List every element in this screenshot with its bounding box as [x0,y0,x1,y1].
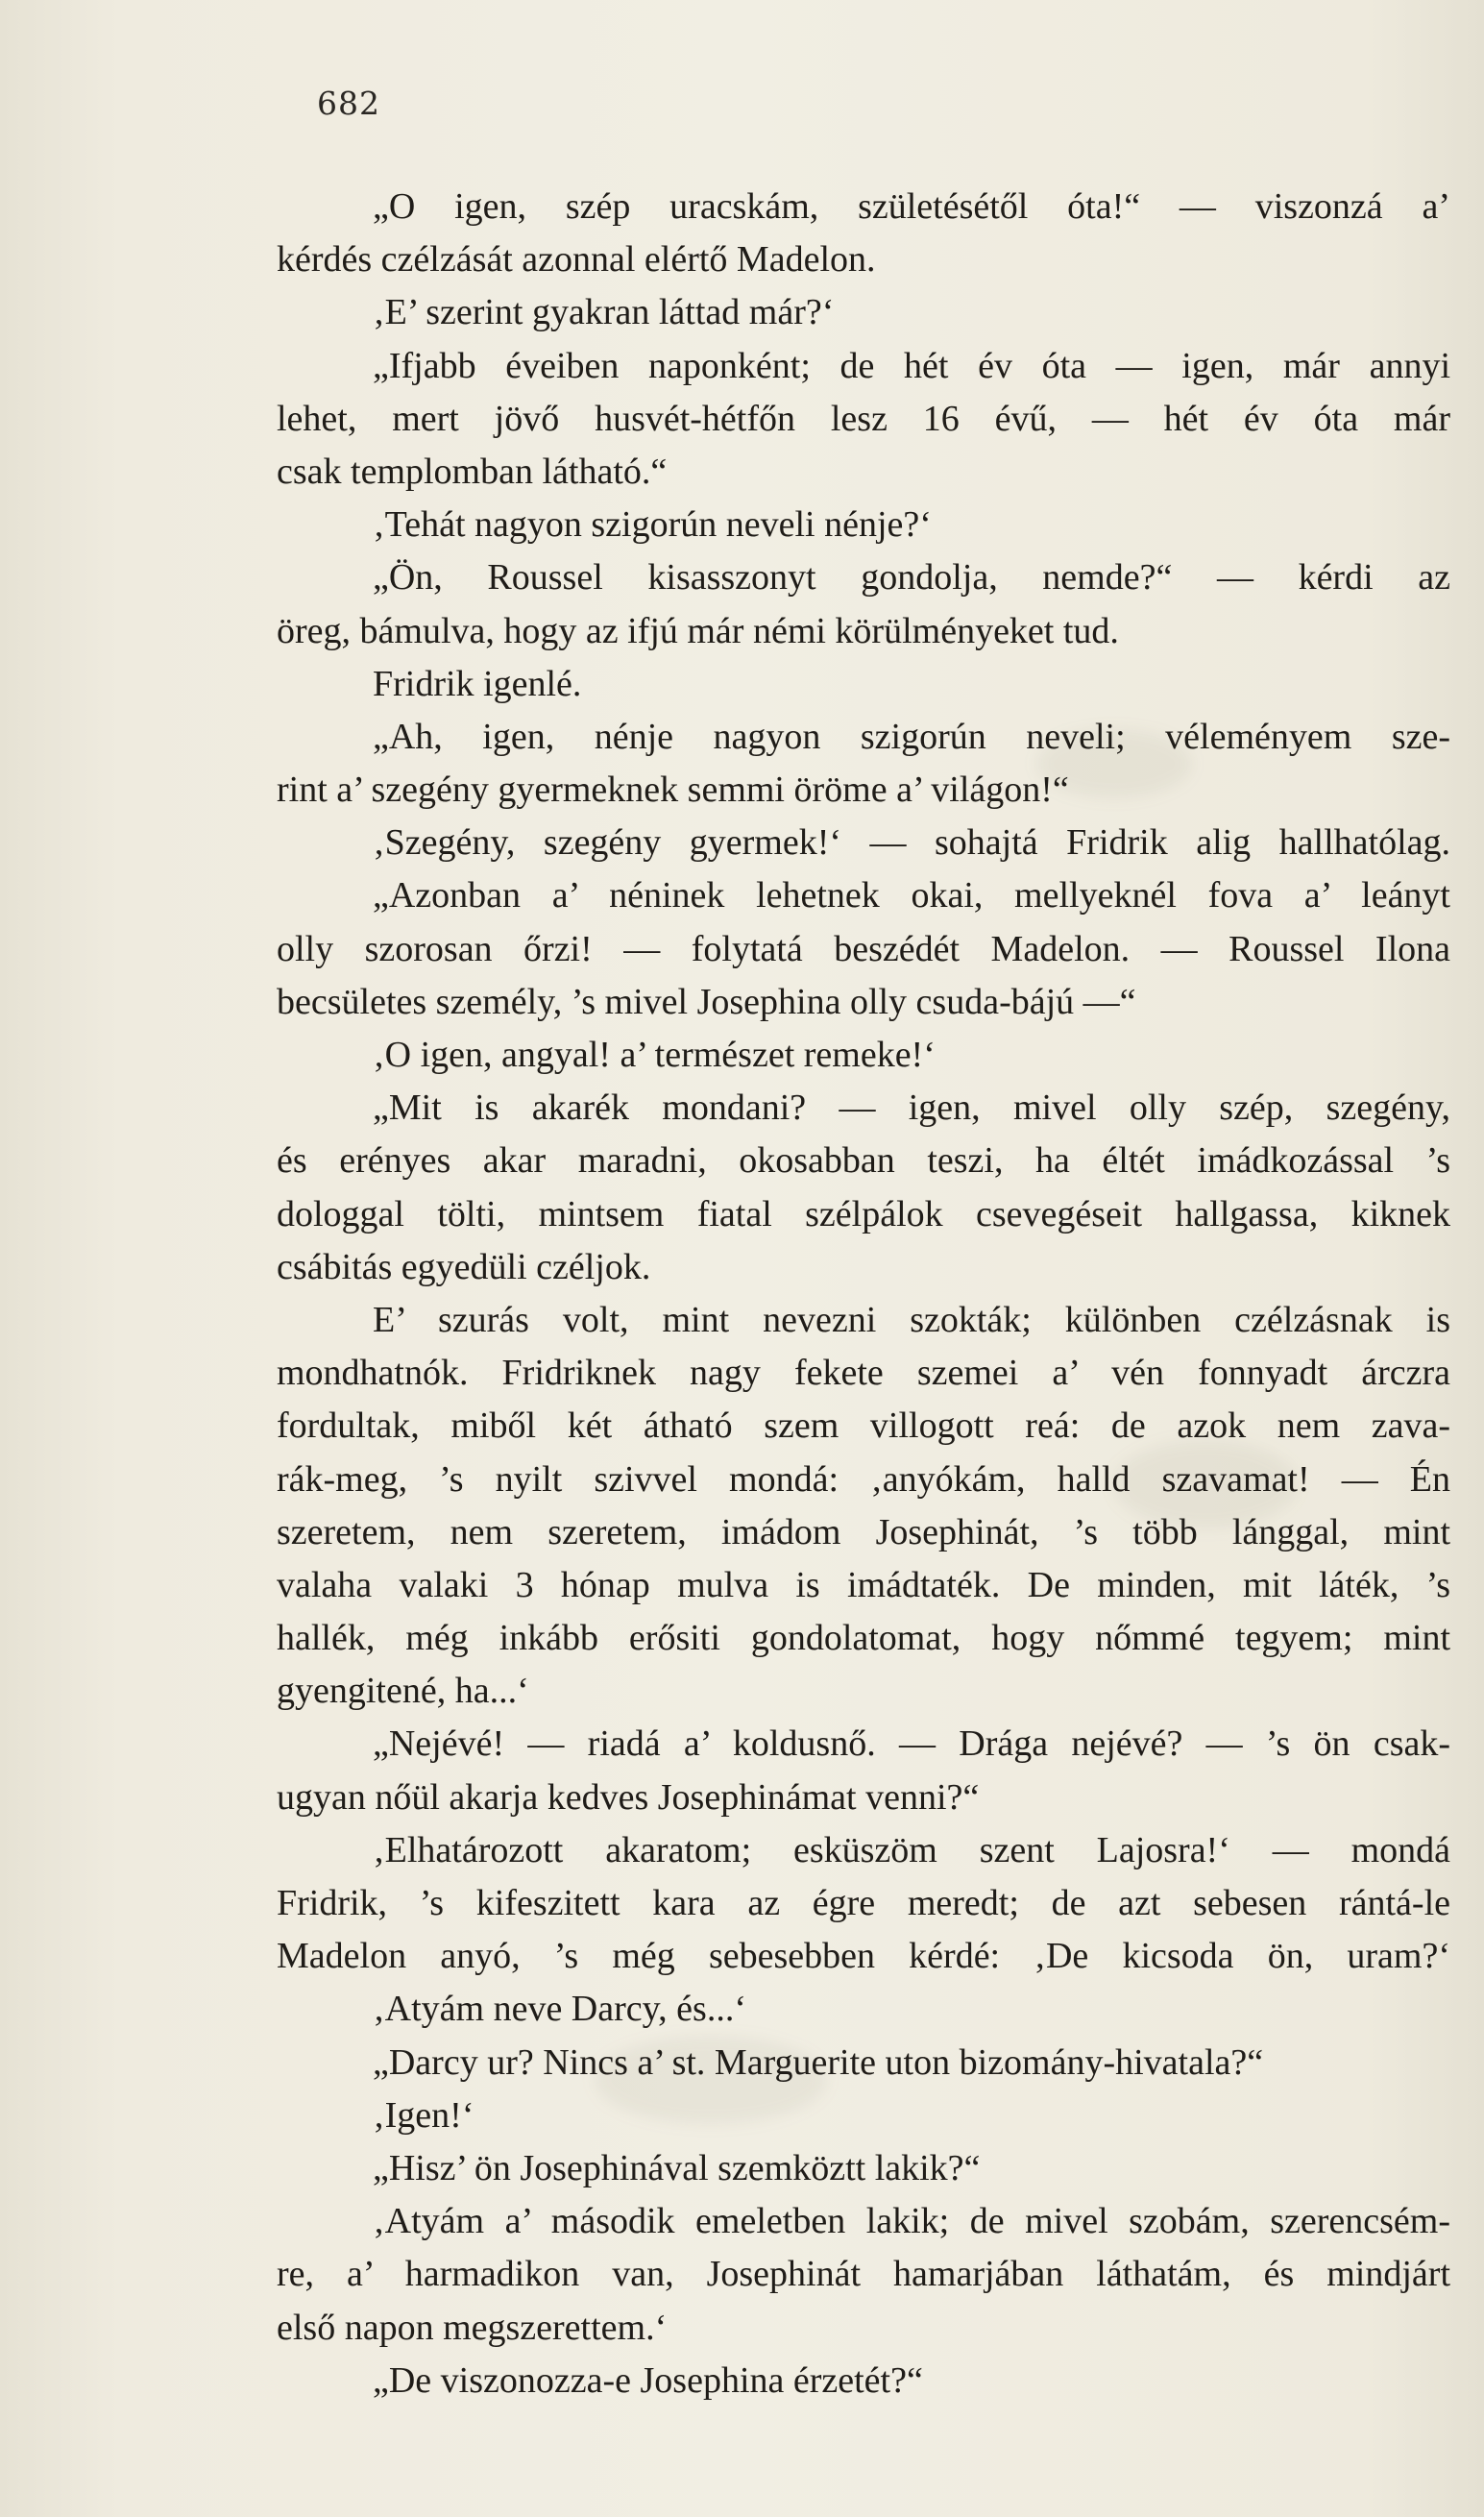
text-line: szeretem, nem szeretem, imádom Josephinát, ’s több lánggal, mint [277,1511,1450,1552]
text-line: ‚Atyám a’ második emeletben lakik; de mivel szobám, szerencsém- [373,2201,1450,2242]
text-line: Madelon anyó, ’s még sebesebben kérdé: ‚De kicsoda ön, uram?‘ [277,1936,1450,1977]
text-line: és erényes akar maradni, okosabban teszi, ha éltét imádkozással ’s [277,1140,1450,1182]
text-line: „Azonban a’ néninek lehetnek okai, mellyeknél fova a’ leányt [373,875,1450,916]
text-line: ‚E’ szerint gyakran láttad már?‘ [373,292,835,333]
text-line: mondhatnók. Fridriknek nagy fekete szemei a’ vén fonnyadt árczra [277,1353,1450,1394]
text-line: gyengitené, ha...‘ [277,1671,529,1712]
text-line: „Hisz’ ön Josephinával szemköztt lakik?“ [373,2147,981,2188]
text-line: valaha valaki 3 hónap mulva is imádtaték. De minden, mit láték, ’s [277,1564,1450,1605]
text-line: re, a’ harmadikon van, Josephinát hamarjában láthatám, és mindjárt [277,2254,1450,2295]
text-line: fordultak, miből két átható szem villogott reá: de azok nem zava- [277,1405,1450,1447]
body-text [277,181,1450,2407]
text-line: rint a’ szegény gyermeknek semmi öröme a’ világon!“ [277,770,1069,811]
text-line: ‚Szegény, szegény gyermek!‘ — sohajtá Fridrik alig hallhatólag. [373,822,1450,864]
text-line: Fridrik, ’s kifeszitett kara az égre meredt; de azt sebesen rántá-le [277,1883,1450,1923]
text-line: rák-meg, ’s nyilt szivvel mondá: ‚anyókám, halld szavamat! — Én [277,1458,1450,1500]
text-line: „De viszonozza-e Josephina érzetét?“ [373,2359,923,2401]
text-line: ugyan nőül akarja kedves Josephinámat venni?“ [277,1776,980,1818]
text-line: „Ah, igen, nénje nagyon szigorún neveli; véleményem sze- [373,716,1450,757]
text-line: lehet, mert jövő husvét-hétfőn lesz 16 évű, — hét év óta már [277,398,1450,439]
text-line: „Mit is akarék mondani? — igen, mivel olly szép, szegény, [373,1087,1450,1129]
text-line: hallék, még inkább erősiti gondolatomat, hogy nőmmé tegyem; mint [277,1618,1450,1659]
text-line: dologgal tölti, mintsem fiatal szélpálok csevegéseit hallgassa, kiknek [277,1193,1450,1234]
text-line: ‚Tehát nagyon szigorún neveli nénje?‘ [373,504,932,546]
text-line: ‚Elhatározott akaratom; esküszöm szent Lajosra!‘ — mondá [373,1829,1450,1870]
text-line: E’ szurás volt, mint nevezni szokták; különben czélzásnak is [373,1299,1450,1340]
page-number: 682 [317,85,380,122]
text-line: kérdés czélzását azonnal elértő Madelon. [277,239,876,281]
text-line: „Darcy ur? Nincs a’ st. Marguerite uton bizomány-hivatala?“ [373,2041,1264,2083]
text-line: „Ifjabb éveiben naponként; de hét év óta — igen, már annyi [373,345,1450,386]
text-line: ‚Igen!‘ [373,2094,474,2136]
text-line: „O igen, szép uracskám, születésétől óta!“ — viszonzá a’ [373,186,1450,227]
text-line: csak templomban látható.“ [277,451,668,492]
text-line: ‚Atyám neve Darcy, és...‘ [373,1989,746,2030]
text-line: „Nejévé! — riadá a’ koldusnő. — Drága nejévé? — ’s ön csak- [373,1723,1450,1765]
text-line: öreg, bámulva, hogy az ifjú már némi körülményeket tud. [277,610,1119,651]
text-line: ‚O igen, angyal! a’ természet remeke!‘ [373,1035,936,1075]
text-line: becsületes személy, ’s mivel Josephina olly csuda-bájú —“ [277,981,1136,1022]
text-line: Fridrik igenlé. [373,663,582,704]
text-line: első napon megszerettem.‘ [277,2307,668,2348]
text-line: „Ön, Roussel kisasszonyt gondolja, nemde?“ — kérdi az [373,557,1450,599]
text-line: olly szorosan őrzi! — folytatá beszédét Madelon. — Roussel Ilona [277,928,1450,969]
text-line: csábitás egyedüli czéljok. [277,1246,651,1287]
